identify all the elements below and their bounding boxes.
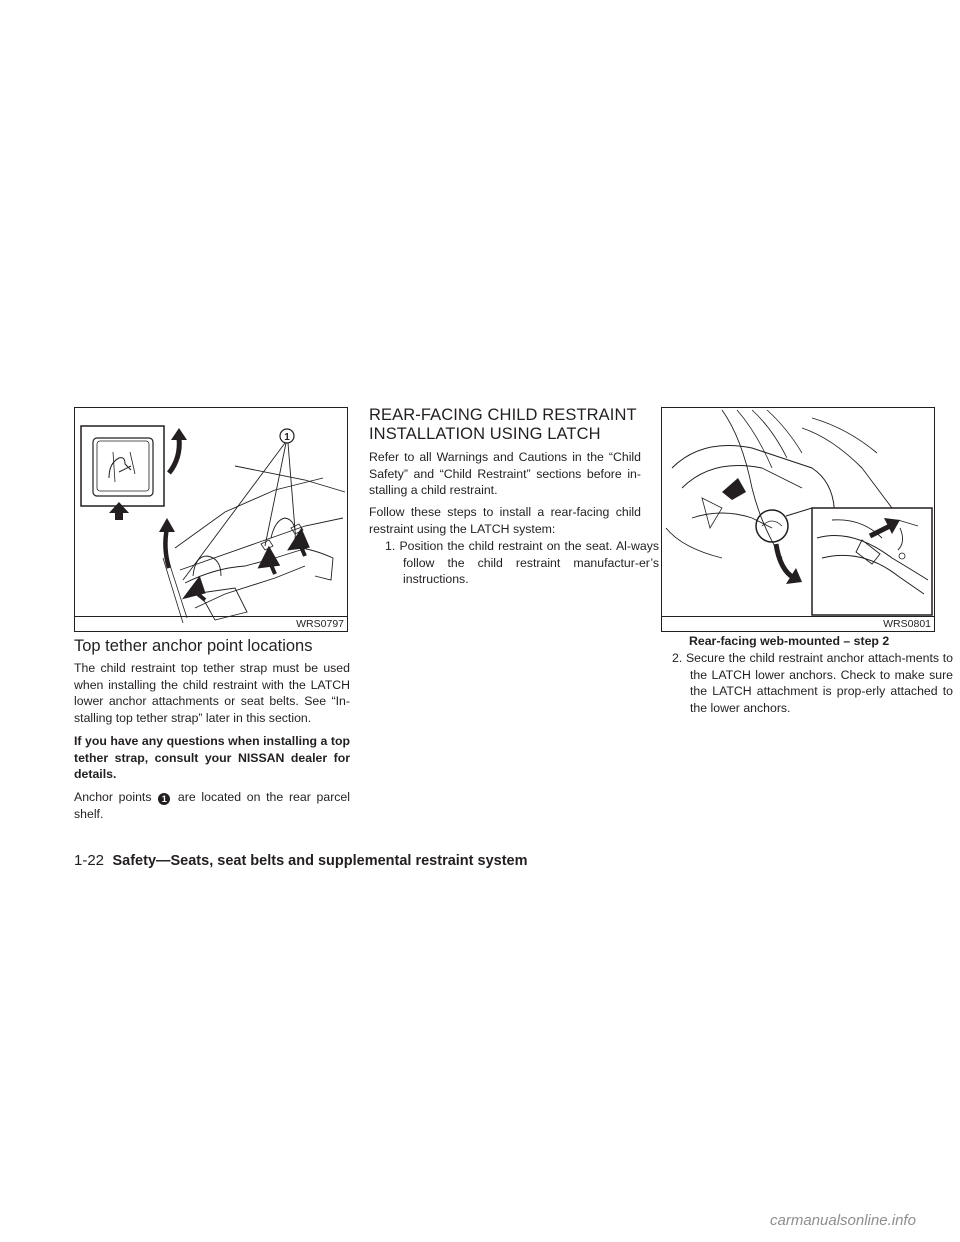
watermark: carmanualsonline.info xyxy=(770,1212,916,1229)
figure-caption: Rear-facing web-mounted – step 2 xyxy=(689,634,890,648)
rear-facing-illustration xyxy=(662,408,934,631)
section-heading-line2: INSTALLATION USING LATCH xyxy=(369,425,601,443)
step-1-number: 1. xyxy=(385,539,396,553)
paragraph-questions-bold: If you have any questions when installing a top tether strap, consult your NISSAN dealer for details. xyxy=(74,734,350,781)
paragraph-refer-warnings: Refer to all Warnings and Cautions in the “Child Safety” and “Child Restraint” sections before in-stalling a child restraint. xyxy=(369,450,641,497)
paragraph-anchor-points xyxy=(74,789,350,822)
anchor-points-text-before: Anchor points xyxy=(74,790,152,804)
paragraph-follow-steps: Follow these steps to install a rear-facing child restraint using the LATCH system: xyxy=(369,505,641,536)
callout-marker-1: 1 xyxy=(158,793,170,805)
step-1-text: Position the child restraint on the seat. Al-ways follow the child restraint manufactur-er’s instructions. xyxy=(399,539,660,586)
paragraph-tether-usage: The child restraint top tether strap must be used when installing the child restraint with the LATCH lower anchor attachments or seat belts. See “In-stalling top tether strap” later in this section. xyxy=(74,661,350,725)
heading-top-tether-anchor-locations: Top tether anchor point locations xyxy=(74,637,313,655)
page-number: 1-22 xyxy=(74,852,105,869)
step-2 xyxy=(672,650,953,716)
step-1 xyxy=(385,538,659,588)
figure-top-tether-anchors xyxy=(74,407,348,632)
figure-code: WRS0797 xyxy=(296,618,344,630)
anchor-points-text-after: are located on the rear parcel shelf. xyxy=(74,790,351,821)
page-footer xyxy=(74,852,774,870)
figure-code-right: WRS0801 xyxy=(883,618,931,630)
step-2-text: Secure the child restraint anchor attach-ments to the LATCH lower anchors. Check to make sure the LATCH attachment is prop-erly attached to the lower anchors. xyxy=(685,651,953,715)
figure-rear-facing-web-mounted xyxy=(661,407,935,632)
figure-callout-1: 1 xyxy=(284,432,290,443)
step-2-number: 2. xyxy=(672,651,683,665)
section-heading-line1: REAR-FACING CHILD RESTRAINT xyxy=(369,406,637,424)
anchor-locations-illustration xyxy=(75,408,347,631)
footer-section-title: Safety—Seats, seat belts and supplemental restraint system xyxy=(112,853,528,869)
